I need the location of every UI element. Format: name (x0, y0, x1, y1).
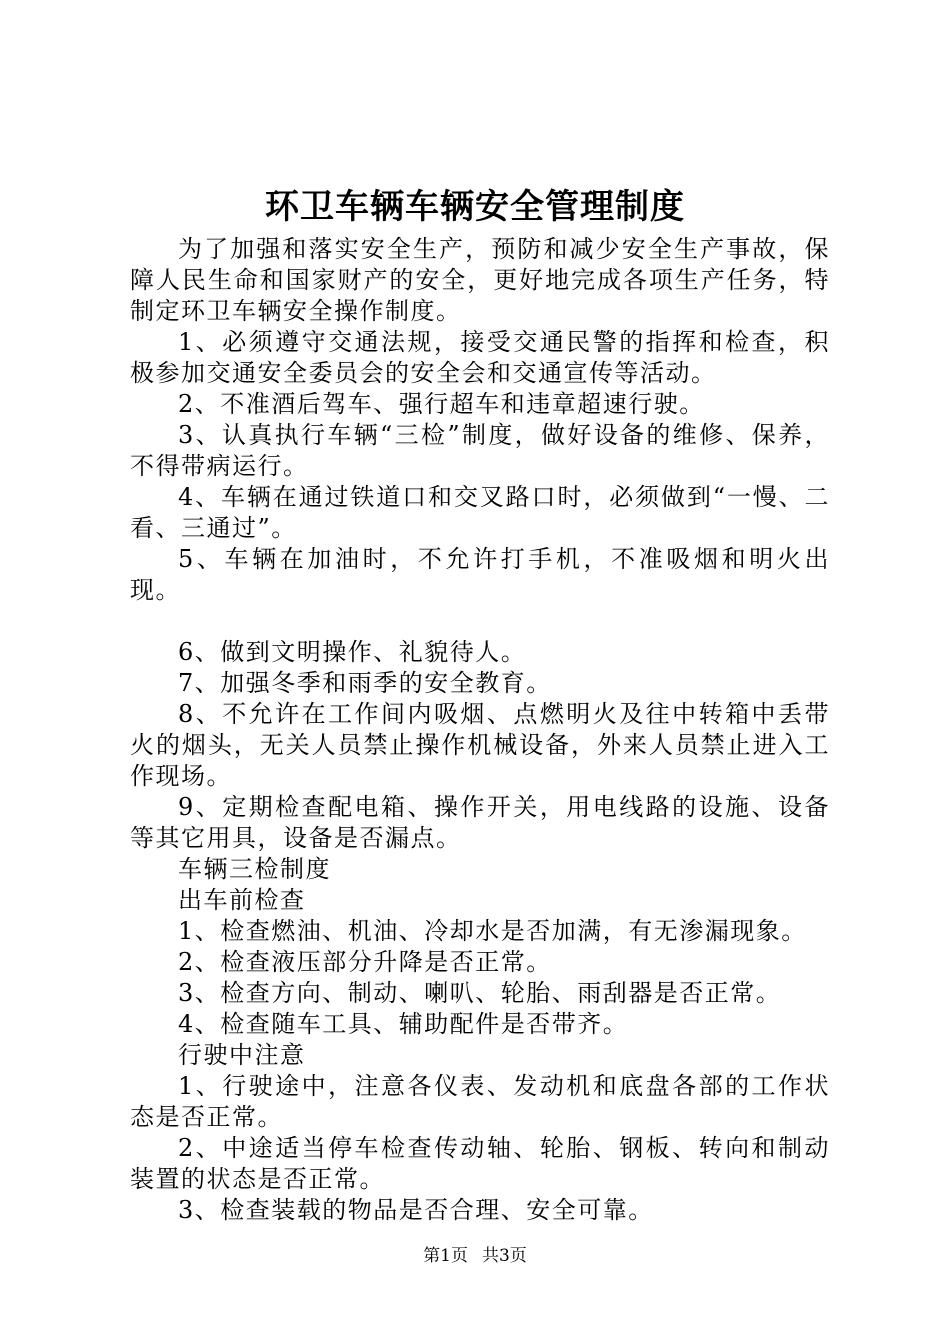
intro-paragraph: 为了加强和落实安全生产，预防和减少安全生产事故，保障人民生命和国家财产的安全，更好地完成各项生产任务，特制定环卫车辆安全操作制度。 (130, 235, 830, 325)
transit-check-1-paragraph: 1、行驶途中，注意各仪表、发动机和底盘各部的工作状态是否正常。 (130, 1072, 830, 1131)
subsection-heading-in-transit: 行驶中注意 (178, 1041, 306, 1069)
rule-3-paragraph: 3、认真执行车辆“三检”制度，做好设备的维修、保养，不得带病运行。 (130, 421, 830, 480)
page-number: 第1页 (423, 1246, 468, 1266)
pre-check-2-paragraph: 2、检查液压部分升降是否正常。 (178, 948, 552, 976)
pre-check-4-paragraph: 4、检查随车工具、辅助配件是否带齐。 (178, 1010, 629, 1038)
section-heading-three-checks: 车辆三检制度 (178, 855, 331, 883)
pre-check-3-paragraph: 3、检查方向、制动、喇叭、轮胎、雨刮器是否正常。 (178, 979, 782, 1007)
document-title: 环卫车辆车辆安全管理制度 (265, 187, 685, 227)
rule-1-paragraph: 1、必须遵守交通法规，接受交通民警的指挥和检查，积极参加交通安全委员会的安全会和交通宣传等活动。 (130, 328, 830, 387)
rule-4-paragraph: 4、车辆在通过铁道口和交叉路口时，必须做到“一慢、二看、三通过”。 (130, 483, 830, 542)
subsection-heading-pre-departure: 出车前检查 (178, 886, 306, 914)
rule-2-paragraph: 2、不准酒后驾车、强行超车和违章超速行驶。 (178, 390, 705, 418)
document-body (130, 234, 830, 1226)
transit-check-2-paragraph: 2、中途适当停车检查传动轴、轮胎、钢板、转向和制动装置的状态是否正常。 (130, 1134, 830, 1193)
pre-check-1-paragraph: 1、检查燃油、机油、冷却水是否加满，有无渗漏现象。 (178, 917, 807, 945)
rule-8-paragraph: 8、不允许在工作间内吸烟、点燃明火及往中转箱中丢带火的烟头，无关人员禁止操作机械设备，外来人员禁止进入工作现场。 (130, 700, 830, 790)
transit-check-3-paragraph: 3、检查装载的物品是否合理、安全可靠。 (178, 1196, 654, 1224)
page-total: 共3页 (482, 1246, 527, 1266)
blank-line (130, 606, 830, 637)
rule-9-paragraph: 9、定期检查配电箱、操作开关，用电线路的设施、设备等其它用具，设备是否漏点。 (130, 793, 830, 852)
rule-5-paragraph: 5、车辆在加油时，不允许打手机，不准吸烟和明火出现。 (130, 545, 830, 604)
page-footer (0, 1244, 950, 1268)
rule-6-paragraph: 6、做到文明操作、礼貌待人。 (178, 638, 527, 666)
rule-7-paragraph: 7、加强冬季和雨季的安全教育。 (178, 669, 552, 697)
